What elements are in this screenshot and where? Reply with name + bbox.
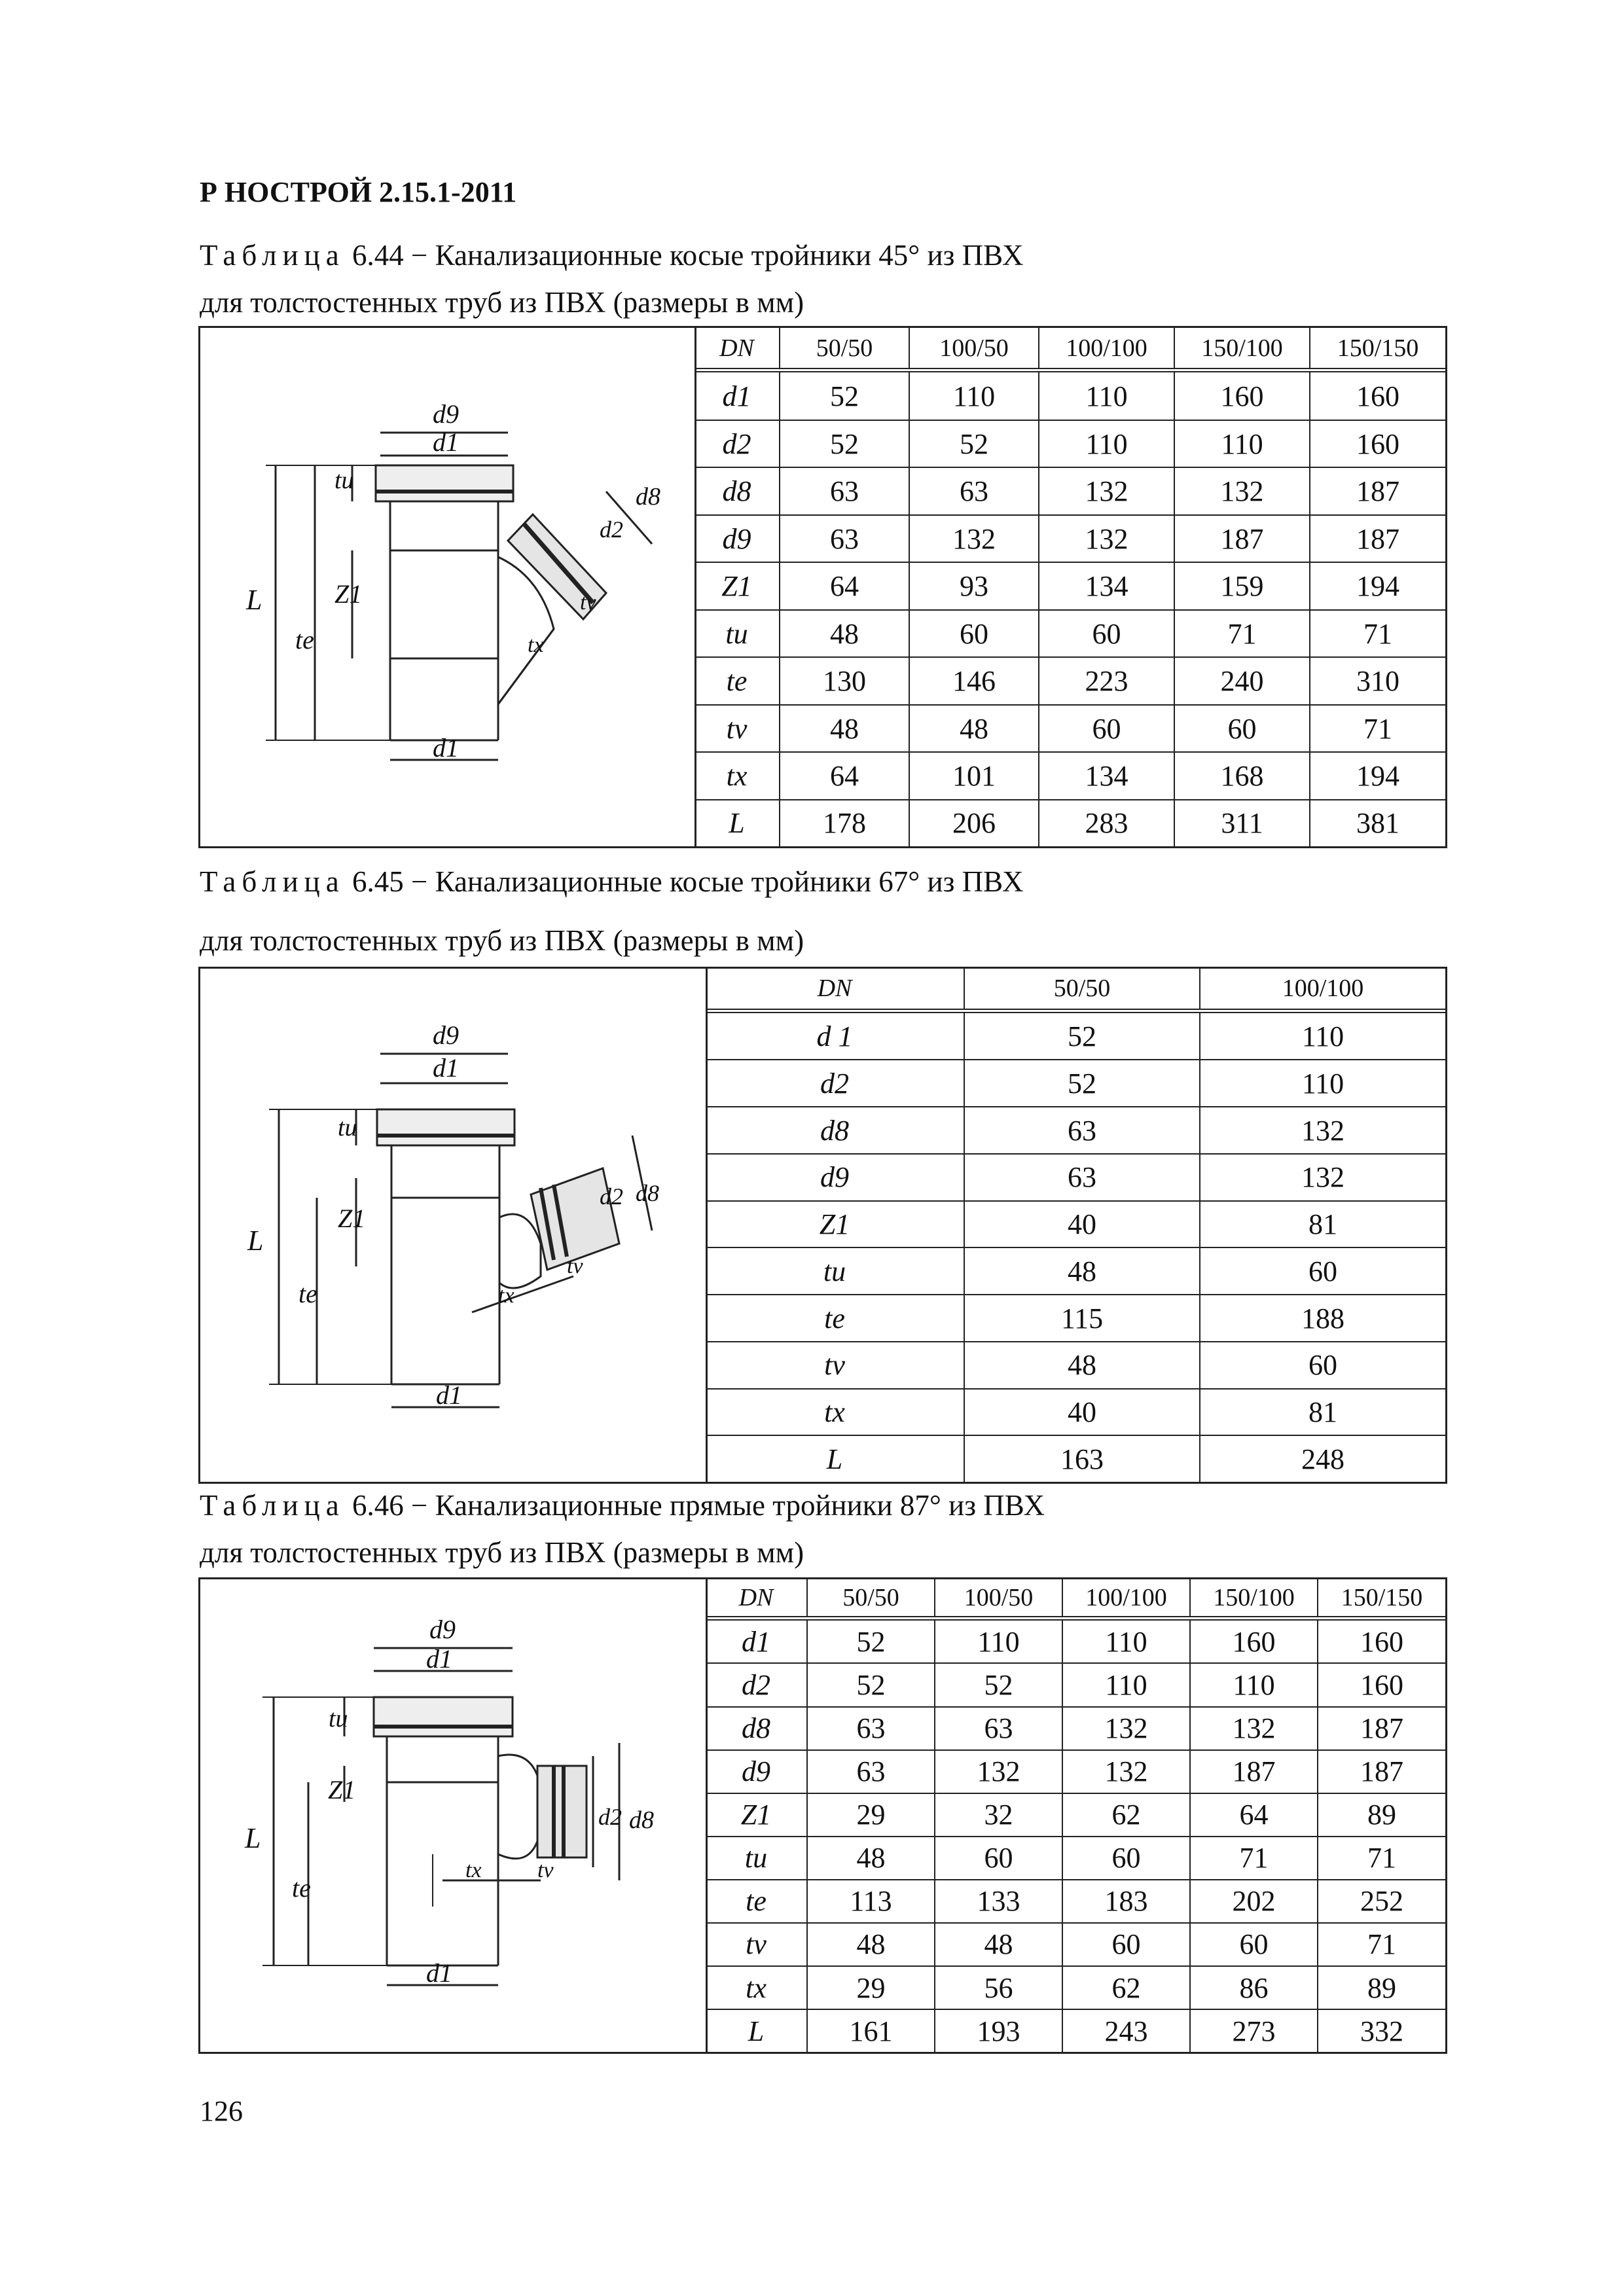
table-cell: 178 [780,800,909,846]
column-header: DN [695,328,780,370]
table-cell: 240 [1174,657,1310,704]
table-cell: 52 [964,1011,1200,1060]
table-row [706,1966,1445,2009]
table-cell: 63 [909,467,1039,514]
table-cell: 60 [1062,1837,1190,1880]
column-header: 100/100 [1200,969,1445,1011]
table-row [695,752,1445,799]
tee-87-diagram [200,1579,706,2052]
table-cell: 29 [807,1966,935,2009]
row-header: tv [706,1923,807,1966]
caption-prefix: Таблица [200,1489,345,1522]
table-row [695,705,1445,752]
table-cell: 146 [909,657,1039,704]
caption-prefix: Таблица [200,865,345,898]
table-cell: 194 [1310,562,1445,609]
table-cell: 132 [1190,1707,1318,1750]
label-tv: tv [567,1254,583,1278]
table-cell: 110 [1174,420,1310,467]
table-row [695,657,1445,704]
table-cell: 86 [1190,1966,1318,2009]
row-header: te [706,1880,807,1923]
column-header: 100/50 [935,1579,1062,1618]
row-header: d9 [706,1750,807,1793]
table-cell: 52 [807,1618,935,1663]
label-L: L [245,1822,261,1854]
column-header: 100/50 [909,328,1039,370]
table-cell: 48 [780,610,909,657]
table-cell: 187 [1174,515,1310,562]
table-row [706,1247,1445,1295]
table-row [695,800,1445,846]
table-6-45-caption-line2: для толстостенных труб из ПВХ (размеры в мм) [200,924,804,957]
table-cell: 48 [807,1837,935,1880]
table-cell: 187 [1318,1707,1445,1750]
table-cell: 48 [964,1247,1200,1295]
table-cell: 187 [1190,1750,1318,1793]
table-cell: 60 [935,1837,1062,1880]
table-row [706,1435,1445,1482]
row-header: Z1 [695,562,780,609]
label-tx: tx [498,1283,514,1308]
table-cell: 134 [1039,752,1174,799]
table-cell: 160 [1190,1618,1318,1663]
table-cell: 62 [1062,1793,1190,1837]
table-6-44-caption-line2: для толстостенных труб из ПВХ (размеры в мм) [200,286,804,319]
table-cell: 130 [780,657,909,704]
label-d1-top: d1 [433,427,459,457]
table-cell: 71 [1190,1837,1318,1880]
table-cell: 63 [807,1707,935,1750]
table-cell: 115 [964,1295,1200,1342]
row-header: tv [706,1342,964,1389]
table-row [706,1707,1445,1750]
row-header: d8 [706,1107,964,1154]
table-header-row [706,969,1445,1011]
label-d9: d9 [429,1615,456,1644]
label-d1-bottom: d1 [426,1958,452,1988]
table-cell: 132 [1200,1154,1445,1201]
label-tx: tx [465,1858,482,1882]
label-d1-bottom: d1 [433,733,459,762]
label-tu: tu [329,1705,348,1732]
table-row [706,1107,1445,1154]
row-header: tx [695,752,780,799]
column-header: 100/100 [1062,1579,1190,1618]
row-header: d8 [706,1707,807,1750]
table-cell: 183 [1062,1880,1190,1923]
column-header: 50/50 [964,969,1200,1011]
row-header: d2 [706,1663,807,1706]
table-cell: 110 [1200,1060,1445,1107]
table-cell: 48 [807,1923,935,1966]
label-d2: d2 [598,1804,622,1830]
label-Z1: Z1 [338,1204,366,1233]
table-cell: 63 [807,1750,935,1793]
label-tu: tu [338,1114,357,1141]
table-6-45-block [198,967,1447,1484]
row-header: Z1 [706,1793,807,1837]
table-cell: 52 [780,420,909,467]
tee-87-drawing [200,1579,708,2052]
column-header: 150/150 [1310,328,1445,370]
row-header: d2 [706,1060,964,1107]
label-tx: tx [528,633,544,657]
tee-67-drawing [200,969,708,1482]
table-cell: 60 [1039,705,1174,752]
table-cell: 63 [964,1107,1200,1154]
label-d1-top: d1 [426,1644,452,1674]
table-row [706,1060,1445,1107]
row-header: te [706,1295,964,1342]
table-row [706,1389,1445,1436]
table-6-46-caption-line2: для толстостенных труб из ПВХ (размеры в мм) [200,1536,804,1569]
row-header: d9 [706,1154,964,1201]
table-6-45-caption [200,861,1024,903]
label-d2: d2 [600,516,623,543]
table-cell: 132 [909,515,1039,562]
table-row [706,2009,1445,2052]
row-header: tx [706,1966,807,2009]
row-header: te [695,657,780,704]
table-cell: 60 [909,610,1039,657]
table-row [706,1201,1445,1248]
table-cell: 60 [1039,610,1174,657]
table-row [706,1295,1445,1342]
table-row [706,1618,1445,1663]
row-header: d1 [706,1618,807,1663]
table-cell: 223 [1039,657,1174,704]
table-row [706,1880,1445,1923]
table-cell: 64 [1190,1793,1318,1837]
label-L: L [247,1225,264,1257]
table-row [695,562,1445,609]
table-6-46-caption [200,1484,1045,1526]
table-cell: 63 [964,1154,1200,1201]
row-header: tx [706,1389,964,1436]
label-L: L [246,584,262,616]
label-Z1: Z1 [334,579,363,609]
label-tu: tu [334,467,354,494]
tee-45-drawing [200,328,696,846]
label-tv: tv [537,1858,554,1882]
caption-title: 6.45 − Канализационные косые тройники 67° из ПВХ [344,865,1024,898]
row-header: tv [695,705,780,752]
table-row [706,1342,1445,1389]
table-cell: 160 [1174,370,1310,420]
table-cell: 32 [935,1793,1062,1837]
table-cell: 89 [1318,1966,1445,2009]
table-cell: 159 [1174,562,1310,609]
table-row [706,1011,1445,1060]
row-header: d2 [695,420,780,467]
table-cell: 273 [1190,2009,1318,2052]
table-cell: 40 [964,1389,1200,1436]
table-cell: 110 [1039,370,1174,420]
table-cell: 160 [1318,1663,1445,1706]
caption-title: 6.46 − Канализационные прямые тройники 87° из ПВХ [344,1489,1045,1522]
table-cell: 71 [1318,1923,1445,1966]
table-cell: 132 [1200,1107,1445,1154]
table-cell: 163 [964,1435,1200,1482]
table-cell: 101 [909,752,1039,799]
table-cell: 48 [935,1923,1062,1966]
table-row [695,420,1445,467]
label-d1-top: d1 [433,1053,459,1083]
label-te: te [298,1279,317,1308]
table-cell: 133 [935,1880,1062,1923]
table-cell: 310 [1310,657,1445,704]
table-header-row [706,1579,1445,1618]
table-6-44-caption [200,234,1024,276]
label-te: te [292,1873,311,1903]
table-cell: 40 [964,1201,1200,1248]
label-d2: d2 [600,1183,623,1210]
table-cell: 311 [1174,800,1310,846]
table-cell: 62 [1062,1966,1190,2009]
row-header: tu [706,1837,807,1880]
table-cell: 132 [1039,467,1174,514]
table-row [706,1663,1445,1706]
table-cell: 248 [1200,1435,1445,1482]
table-cell: 187 [1310,467,1445,514]
table-cell: 194 [1310,752,1445,799]
table-cell: 110 [1039,420,1174,467]
table-cell: 381 [1310,800,1445,846]
table-row [706,1923,1445,1966]
table-cell: 60 [1200,1247,1445,1295]
table-cell: 60 [1200,1342,1445,1389]
table-cell: 134 [1039,562,1174,609]
table-cell: 187 [1310,515,1445,562]
table-6-44 [695,328,1445,846]
tee-67-diagram [200,969,706,1482]
column-header: 50/50 [807,1579,935,1618]
label-d8: d8 [636,483,660,511]
table-cell: 160 [1310,370,1445,420]
row-header: d 1 [706,1011,964,1060]
table-cell: 48 [780,705,909,752]
table-cell: 48 [909,705,1039,752]
table-6-46-block [198,1577,1447,2054]
table-cell: 71 [1310,705,1445,752]
table-cell: 132 [1062,1707,1190,1750]
table-cell: 63 [780,467,909,514]
table-cell: 243 [1062,2009,1190,2052]
table-cell: 63 [935,1707,1062,1750]
label-d9: d9 [433,1020,459,1050]
table-cell: 81 [1200,1201,1445,1248]
table-cell: 132 [1174,467,1310,514]
table-cell: 110 [935,1618,1062,1663]
caption-title: 6.44 − Канализационные косые тройники 45° из ПВХ [344,239,1024,272]
table-cell: 52 [780,370,909,420]
table-cell: 160 [1310,420,1445,467]
column-header: DN [706,1579,807,1618]
table-cell: 64 [780,562,909,609]
caption-prefix: Таблица [200,239,345,272]
table-cell: 132 [1062,1750,1190,1793]
row-header: tu [695,610,780,657]
table-row [706,1837,1445,1880]
table-6-45 [706,969,1445,1482]
table-cell: 168 [1174,752,1310,799]
table-row [706,1750,1445,1793]
label-d1-bottom: d1 [436,1380,462,1410]
table-cell: 110 [1062,1618,1190,1663]
column-header: 150/100 [1190,1579,1318,1618]
column-header: 100/100 [1039,328,1174,370]
table-cell: 110 [1062,1663,1190,1706]
table-row [695,515,1445,562]
document-header: Р НОСТРОЙ 2.15.1-2011 [200,176,517,208]
page-number: 126 [200,2095,243,2127]
row-header: d8 [695,467,780,514]
table-cell: 29 [807,1793,935,1837]
table-6-44-block [198,326,1447,848]
table-cell: 283 [1039,800,1174,846]
table-cell: 52 [909,420,1039,467]
table-header-row [695,328,1445,370]
table-6-46 [706,1579,1445,2052]
label-d9: d9 [433,399,459,429]
table-cell: 160 [1318,1618,1445,1663]
table-cell: 132 [1039,515,1174,562]
table-cell: 52 [964,1060,1200,1107]
row-header: L [706,1435,964,1482]
column-header: 150/100 [1174,328,1310,370]
table-cell: 206 [909,800,1039,846]
column-header: 150/150 [1318,1579,1445,1618]
table-cell: 48 [964,1342,1200,1389]
table-cell: 113 [807,1880,935,1923]
label-Z1: Z1 [328,1775,356,1804]
table-row [706,1793,1445,1837]
table-cell: 193 [935,2009,1062,2052]
table-cell: 71 [1310,610,1445,657]
table-cell: 71 [1318,1837,1445,1880]
table-cell: 64 [780,752,909,799]
table-row [695,467,1445,514]
table-row [695,370,1445,420]
table-cell: 93 [909,562,1039,609]
label-tv: tv [580,590,596,615]
row-header: L [695,800,780,846]
tee-45-diagram [200,328,695,846]
table-cell: 60 [1190,1923,1318,1966]
table-cell: 161 [807,2009,935,2052]
table-cell: 187 [1318,1750,1445,1793]
table-cell: 81 [1200,1389,1445,1436]
table-row [695,610,1445,657]
row-header: d1 [695,370,780,420]
label-d8: d8 [636,1180,659,1206]
row-header: Z1 [706,1201,964,1248]
table-cell: 110 [1200,1011,1445,1060]
table-cell: 132 [935,1750,1062,1793]
row-header: tu [706,1247,964,1295]
table-row [706,1154,1445,1201]
label-te: te [295,625,314,655]
table-cell: 52 [807,1663,935,1706]
table-cell: 60 [1062,1923,1190,1966]
table-cell: 71 [1174,610,1310,657]
table-cell: 110 [909,370,1039,420]
table-cell: 89 [1318,1793,1445,1837]
table-cell: 188 [1200,1295,1445,1342]
table-cell: 202 [1190,1880,1318,1923]
column-header: DN [706,969,964,1011]
label-d8: d8 [629,1806,654,1834]
row-header: d9 [695,515,780,562]
table-cell: 63 [780,515,909,562]
table-cell: 110 [1190,1663,1318,1706]
table-cell: 252 [1318,1880,1445,1923]
row-header: L [706,2009,807,2052]
table-cell: 60 [1174,705,1310,752]
table-cell: 56 [935,1966,1062,2009]
table-cell: 332 [1318,2009,1445,2052]
table-cell: 52 [935,1663,1062,1706]
column-header: 50/50 [780,328,909,370]
